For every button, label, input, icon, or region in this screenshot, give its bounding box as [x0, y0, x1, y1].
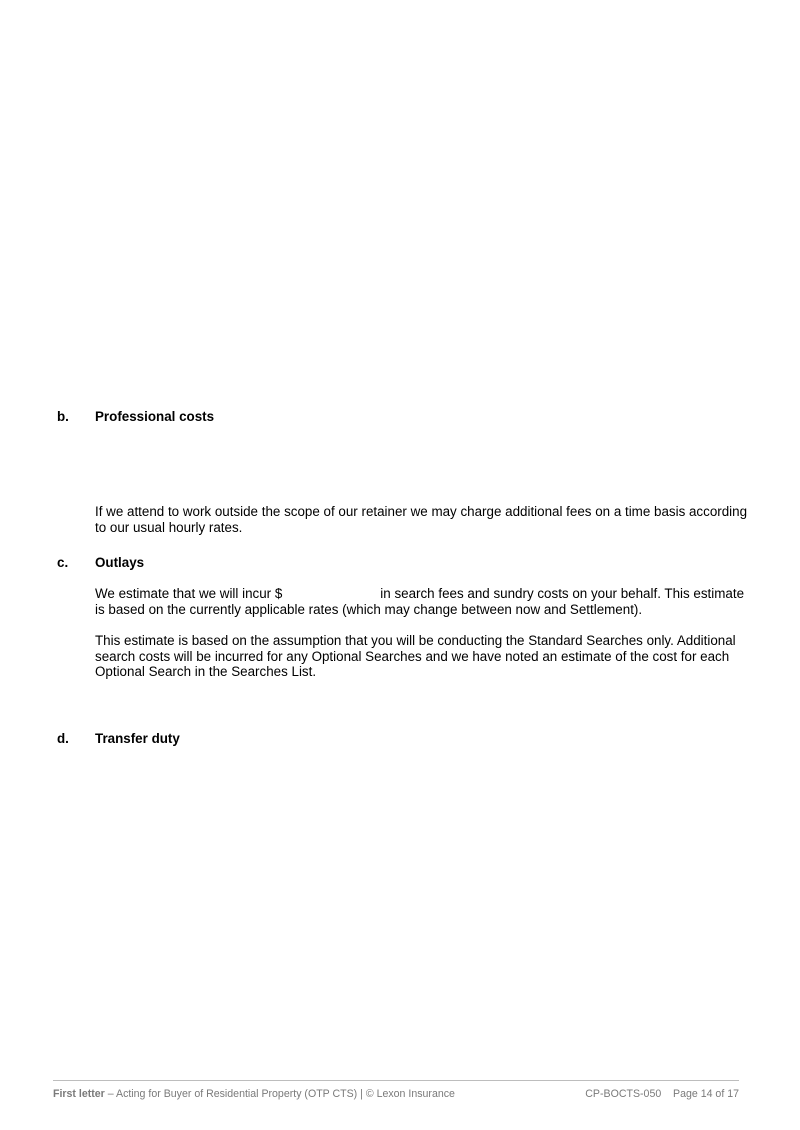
footer-doc-subtitle: – Acting for Buyer of Residential Property (OTP CTS) | © Lexon Insurance	[104, 1088, 455, 1100]
section-c-paragraph-assumption: This estimate is based on the assumption that you will be conducting the Standard Searches only. Additional search costs will be incurred for any Optional Searches and we have noted an estimate of the cost for each Optional Search in the Searches List.	[95, 633, 736, 679]
estimate-text-after: in search fees and sundry costs on your behalf. This estimate is based on the currently applicable rates (which may change between now and Settlement).	[95, 586, 745, 617]
footer-doc-name: First letter	[53, 1088, 105, 1100]
section-b-paragraph: If we attend to work outside the scope of our retainer we may charge additional fees on a time basis according to our usual hourly rates.	[95, 504, 748, 535]
section-d-title: Transfer duty	[95, 731, 180, 746]
section-d-number: d.	[57, 731, 69, 746]
footer-divider	[53, 1080, 739, 1081]
section-c-paragraph-estimate	[95, 586, 750, 617]
footer-page-info	[585, 1087, 739, 1103]
footer-document-title	[53, 1087, 455, 1103]
footer-doc-code: CP-BOCTS-050	[585, 1088, 662, 1100]
estimate-text-before: We estimate that we will incur $	[95, 586, 283, 601]
section-b-title: Professional costs	[95, 409, 215, 424]
section-b-number: b.	[57, 409, 69, 424]
section-c-title: Outlays	[95, 555, 145, 570]
footer-page-number: Page 14 of 17	[673, 1088, 739, 1100]
section-c-number: c.	[57, 555, 69, 570]
